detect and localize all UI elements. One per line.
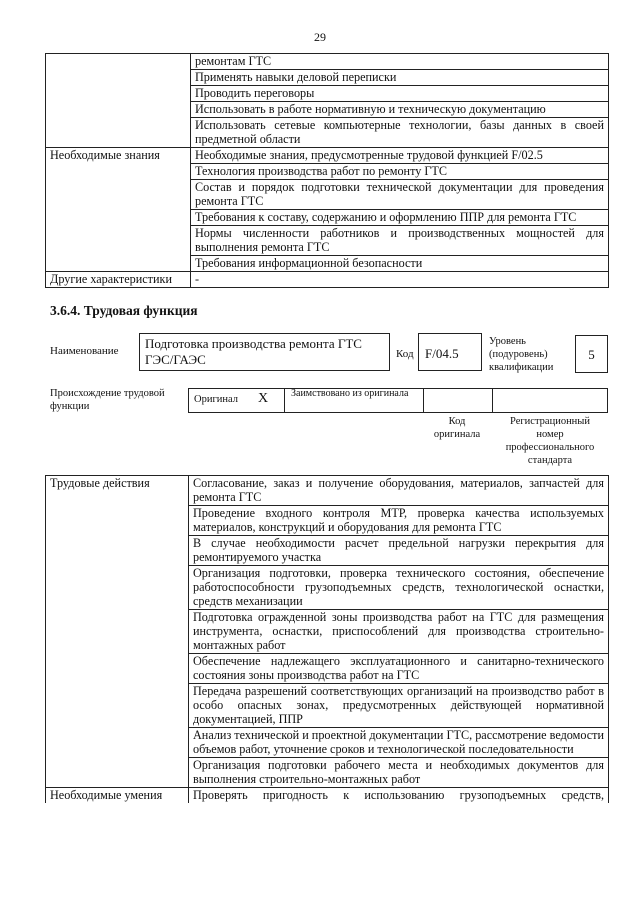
page-number: 29 [314,30,326,44]
empty-cell [46,610,189,654]
table-row [46,102,609,118]
label-cell [46,210,191,226]
borrowed-label: Заимствовано из оригинала [291,388,409,399]
value-cell: Требования к составу, содержанию и оформлению ППР для ремонта ГТС [191,210,609,226]
label-cell [46,226,191,256]
action-cell: Передача разрешений соответствующих организаций на производство работ в особо опасных зонах, предусмотренных действующей нормативной документацией, ППР [189,684,609,728]
table-row [46,758,609,788]
skills-knowledge-table [45,53,609,288]
empty-cell [46,758,189,788]
section-heading: 3.6.4. Трудовая функция [50,303,198,318]
reg-number-cell [492,388,608,413]
label-cell [46,180,191,210]
orig-code-cell [423,388,493,413]
table-row [46,476,609,506]
empty-cell [46,654,189,684]
value-cell: Использовать в работе нормативную и техническую документацию [191,102,609,118]
action-cell: Организация подготовки, проверка технического состояния, обеспечение работоспособности грузоподъемных средств, технологической оснастки, средств механизации [189,566,609,610]
action-cell: Обеспечение надлежащего эксплуатационного и санитарно-технического состояния зоны производства работ на ГТС [189,654,609,684]
value-cell: ремонтам ГТС [191,54,609,70]
value-cell: Необходимые знания, предусмотренные трудовой функцией F/02.5 [191,148,609,164]
table-row [46,536,609,566]
labor-actions-table [45,475,609,803]
actions-label: Трудовые действия [46,476,189,506]
table-row [46,210,609,226]
value-cell: Нормы численности работников и производственных мощностей для выполнения ремонта ГТС [191,226,609,256]
level-label: Уровень (подуровень) квалификации [489,336,554,373]
empty-cell [46,728,189,758]
table-row [46,566,609,610]
table-row [46,728,609,758]
table-row [46,256,609,272]
orig-code-caption: Код оригинала [433,416,481,440]
table-row [46,610,609,654]
value-cell: Состав и порядок подготовки технической документации для проведения ремонта ГТС [191,180,609,210]
action-cell: Подготовка огражденной зоны производства работ на ГТС для размещения инструмента, оснастки, приспособлений для производства строительно-монтажных работ [189,610,609,654]
empty-cell [46,684,189,728]
label-cell [46,70,191,86]
label-cell [46,86,191,102]
value-cell: Применять навыки деловой переписки [191,70,609,86]
table-row [46,180,609,210]
action-cell: Организация подготовки рабочего места и необходимых документов для выполнения строительно-монтажных работ [189,758,609,788]
name-value-box [139,333,390,371]
label-cell: Необходимые знания [46,148,191,164]
name-value: Подготовка производства ремонта ГТС ГЭС/ГАЭС [145,336,362,367]
empty-cell [46,566,189,610]
table-row [46,272,609,288]
table-row [46,654,609,684]
value-cell: Проводить переговоры [191,86,609,102]
table-row [46,70,609,86]
table-row [46,506,609,536]
original-mark: Х [258,391,269,406]
table-row [46,118,609,148]
action-cell: Анализ технической и проектной документации ГТС, рассмотрение ведомости объемов работ, уточнение сроков и технологической последовательности [189,728,609,758]
origin-label: Происхождение трудовой функции [50,388,165,412]
code-label: Код [396,348,414,360]
code-value: F/04.5 [425,346,459,361]
label-cell [46,54,191,70]
table-row [46,86,609,102]
table-row [46,788,609,804]
label-cell [46,256,191,272]
table-row [46,684,609,728]
value-cell: Требования информационной безопасности [191,256,609,272]
skills-label: Необходимые умения [46,788,189,804]
table-row [46,164,609,180]
code-value-box [418,333,482,371]
name-label: Наименование [50,345,119,357]
table-row [46,148,609,164]
action-cell: Проведение входного контроля МТР, проверка качества используемых материалов, конструкций и оборудования для ремонта ГТС [189,506,609,536]
empty-cell [46,536,189,566]
action-cell: Согласование, заказ и получение оборудования, материалов, запчастей для ремонта ГТС [189,476,609,506]
table-row [46,226,609,256]
value-cell: - [191,272,609,288]
label-cell [46,164,191,180]
level-value: 5 [588,347,595,362]
table-row [46,54,609,70]
empty-cell [46,506,189,536]
action-cell: В случае необходимости расчет предельной нагрузки перекрытия для ремонтируемого участка [189,536,609,566]
skill-cell: Проверять пригодность к использованию грузоподъемных средств, [189,788,609,804]
label-cell [46,102,191,118]
value-cell: Технология производства работ по ремонту ГТС [191,164,609,180]
reg-number-caption: Регистрационный номер профессионального стандарта [505,416,595,466]
label-cell [46,118,191,148]
original-label: Оригинал [194,394,238,405]
label-cell: Другие характеристики [46,272,191,288]
value-cell: Использовать сетевые компьютерные технологии, базы данных в своей предметной области [191,118,609,148]
level-value-box [575,335,608,373]
